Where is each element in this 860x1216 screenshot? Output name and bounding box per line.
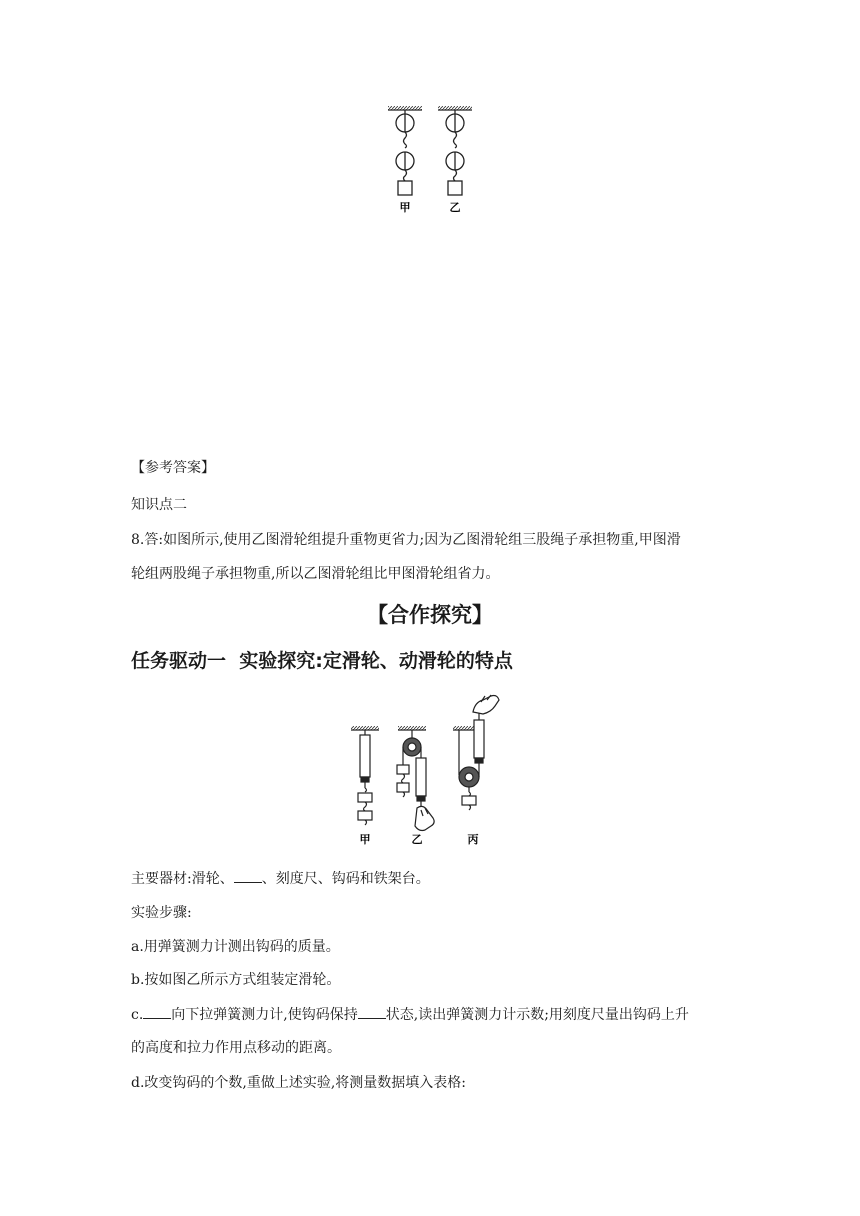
step-c-blank-1 [143, 1004, 171, 1019]
task-title: 任务驱动一 实验探究:定滑轮、动滑轮的特点 [131, 650, 513, 672]
experiment-label-bing: 丙 [467, 833, 479, 846]
answer-header: 【参考答案】 [131, 460, 215, 476]
pulley-experiment-figure [345, 690, 515, 850]
setup-bing [453, 695, 499, 810]
steps-label: 实验步骤: [131, 905, 192, 921]
step-a: a.用弹簧测力计测出钩码的质量。 [131, 939, 340, 955]
step-d: d.改变钩码的个数,重做上述实验,将测量数据填入表格: [131, 1075, 467, 1091]
setup-yi [397, 726, 434, 831]
figure-label-yi: 乙 [449, 201, 461, 214]
equipment-blank [234, 868, 262, 883]
step-c [131, 1004, 689, 1025]
answer-line-2: 轮组两股绳子承担物重,所以乙图滑轮组比甲图滑轮组省力。 [131, 566, 500, 582]
step-b: b.按如图乙所示方式组装定滑轮。 [131, 972, 341, 988]
system-yi [438, 106, 472, 195]
step-c-blank-2 [358, 1004, 386, 1019]
system-jia [388, 106, 422, 195]
step-c-suffix: 状态,读出弹簧测力计示数;用刻度尺量出钩码上升 [385, 1007, 689, 1023]
equipment-line [131, 868, 430, 889]
answer-section: 知识点二 [131, 497, 187, 513]
cooperation-title: 【合作探究】 [367, 603, 493, 627]
step-c-line-2: 的高度和拉力作用点移动的距离。 [131, 1040, 341, 1056]
step-c-middle: 向下拉弹簧测力计,使钩码保持 [171, 1007, 358, 1023]
pulley-figure-top [380, 100, 490, 218]
setup-jia [351, 726, 379, 825]
figure-label-jia: 甲 [399, 201, 411, 214]
experiment-label-jia: 甲 [359, 833, 371, 846]
equipment-prefix: 主要器材:滑轮、 [131, 871, 234, 887]
experiment-label-yi: 乙 [411, 833, 423, 846]
equipment-suffix: 、刻度尺、钩码和铁架台。 [261, 871, 430, 887]
step-c-prefix: c. [131, 1007, 144, 1023]
answer-line-1: 8.答:如图所示,使用乙图滑轮组提升重物更省力;因为乙图滑轮组三股绳子承担物重,甲图滑 [131, 532, 681, 548]
